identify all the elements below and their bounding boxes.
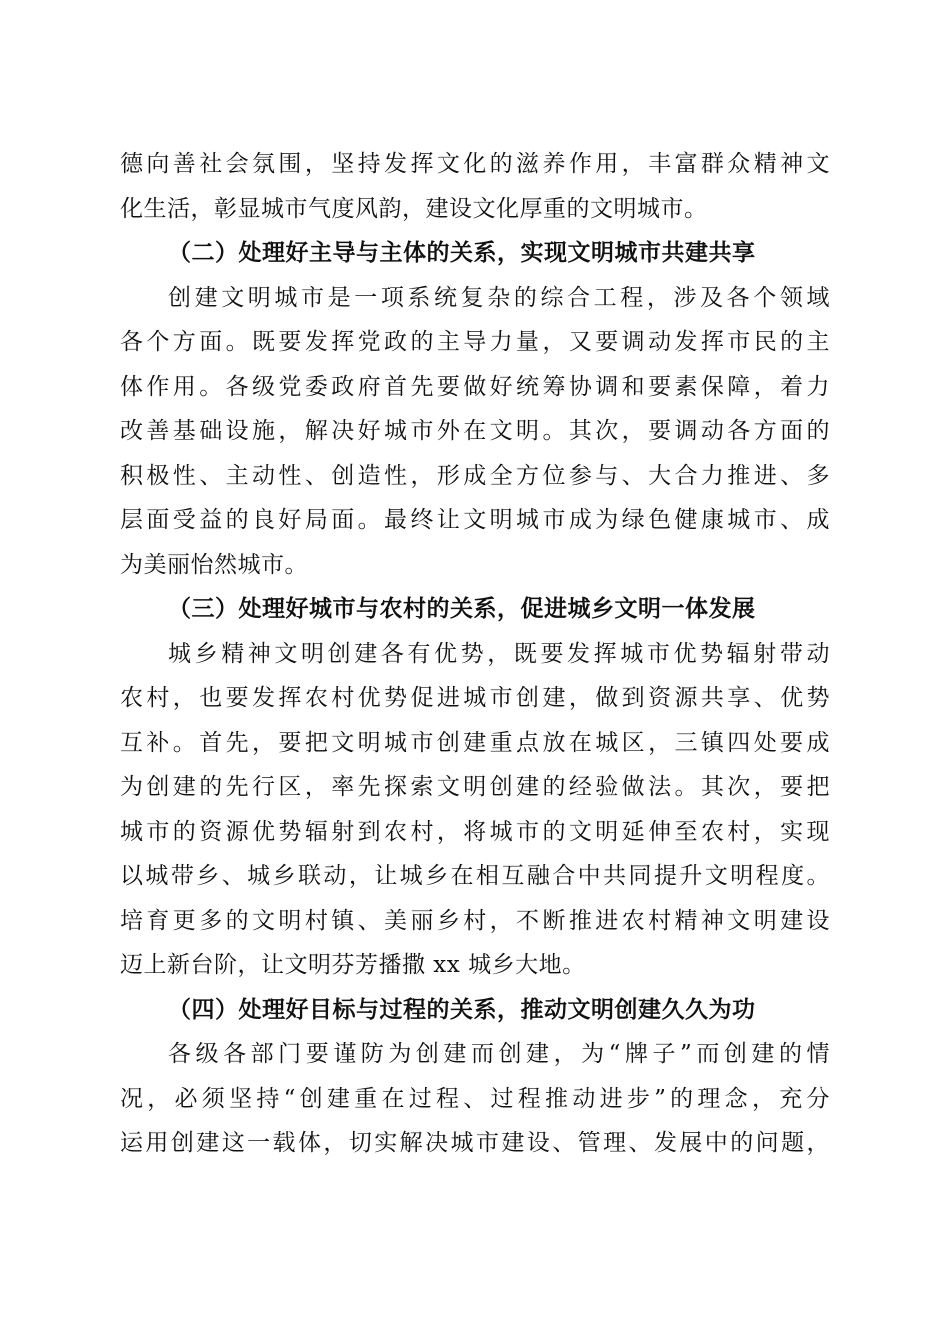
text-line: 农村，也要发挥农村优势促进城市创建，做到资源共享、优势 <box>120 685 830 711</box>
paragraph-first-line: 各级各部门要谨防为创建而创建，为“牌子”而创建的情 <box>168 1041 830 1067</box>
text-line: 化生活，彰显城市气度风韵，建设文化厚重的文明城市。 <box>120 195 708 222</box>
text-line: 迈上新台阶，让文明芬芳播撒 xx 城乡大地。 <box>120 952 586 978</box>
text-line: 各个方面。既要发挥党政的主导力量，又要调动发挥市民的主 <box>120 329 830 355</box>
text-line: 为创建的先行区，率先探索文明创建的经验做法。其次，要把 <box>120 774 830 800</box>
text-line: 况，必须坚持“创建重在过程、过程推动进步”的理念，充分 <box>120 1085 830 1112</box>
text-line: 互补。首先，要把文明城市创建重点放在城区，三镇四处要成 <box>120 729 830 756</box>
section-heading: （四）处理好目标与过程的关系，推动文明创建久久为功 <box>168 995 756 1023</box>
text-line: 体作用。各级党委政府首先要做好统筹协调和要素保障，着力 <box>120 373 830 400</box>
text-line: 培育更多的文明村镇、美丽乡村，不断推进农村精神文明建设 <box>120 907 830 934</box>
text-line: 层面受益的良好局面。最终让文明城市成为绿色健康城市、成 <box>120 507 830 533</box>
section-heading: （三）处理好城市与农村的关系，促进城乡文明一体发展 <box>168 595 756 622</box>
text-line: 德向善社会氛围，坚持发挥文化的滋养作用，丰富群众精神文 <box>120 151 830 177</box>
paragraph-first-line: 创建文明城市是一项系统复杂的综合工程，涉及各个领域 <box>168 284 830 311</box>
text-line: 为美丽怡然城市。 <box>120 551 308 578</box>
text-line: 改善基础设施，解决好城市外在文明。其次，要调动各方面的 <box>120 418 830 444</box>
text-line: 运用创建这一载体，切实解决城市建设、管理、发展中的问题， <box>120 1130 830 1156</box>
text-line: 城市的资源优势辐射到农村，将城市的文明延伸至农村，实现 <box>120 818 830 845</box>
text-line: 积极性、主动性、创造性，形成全方位参与、大合力推进、多 <box>120 462 830 489</box>
text-line: 以城带乡、城乡联动，让城乡在相互融合中共同提升文明程度。 <box>120 863 830 889</box>
section-heading: （二）处理好主导与主体的关系，实现文明城市共建共享 <box>168 239 756 266</box>
paragraph-first-line: 城乡精神文明创建各有优势，既要发挥城市优势辐射带动 <box>168 640 830 667</box>
document-body <box>120 142 830 1166</box>
